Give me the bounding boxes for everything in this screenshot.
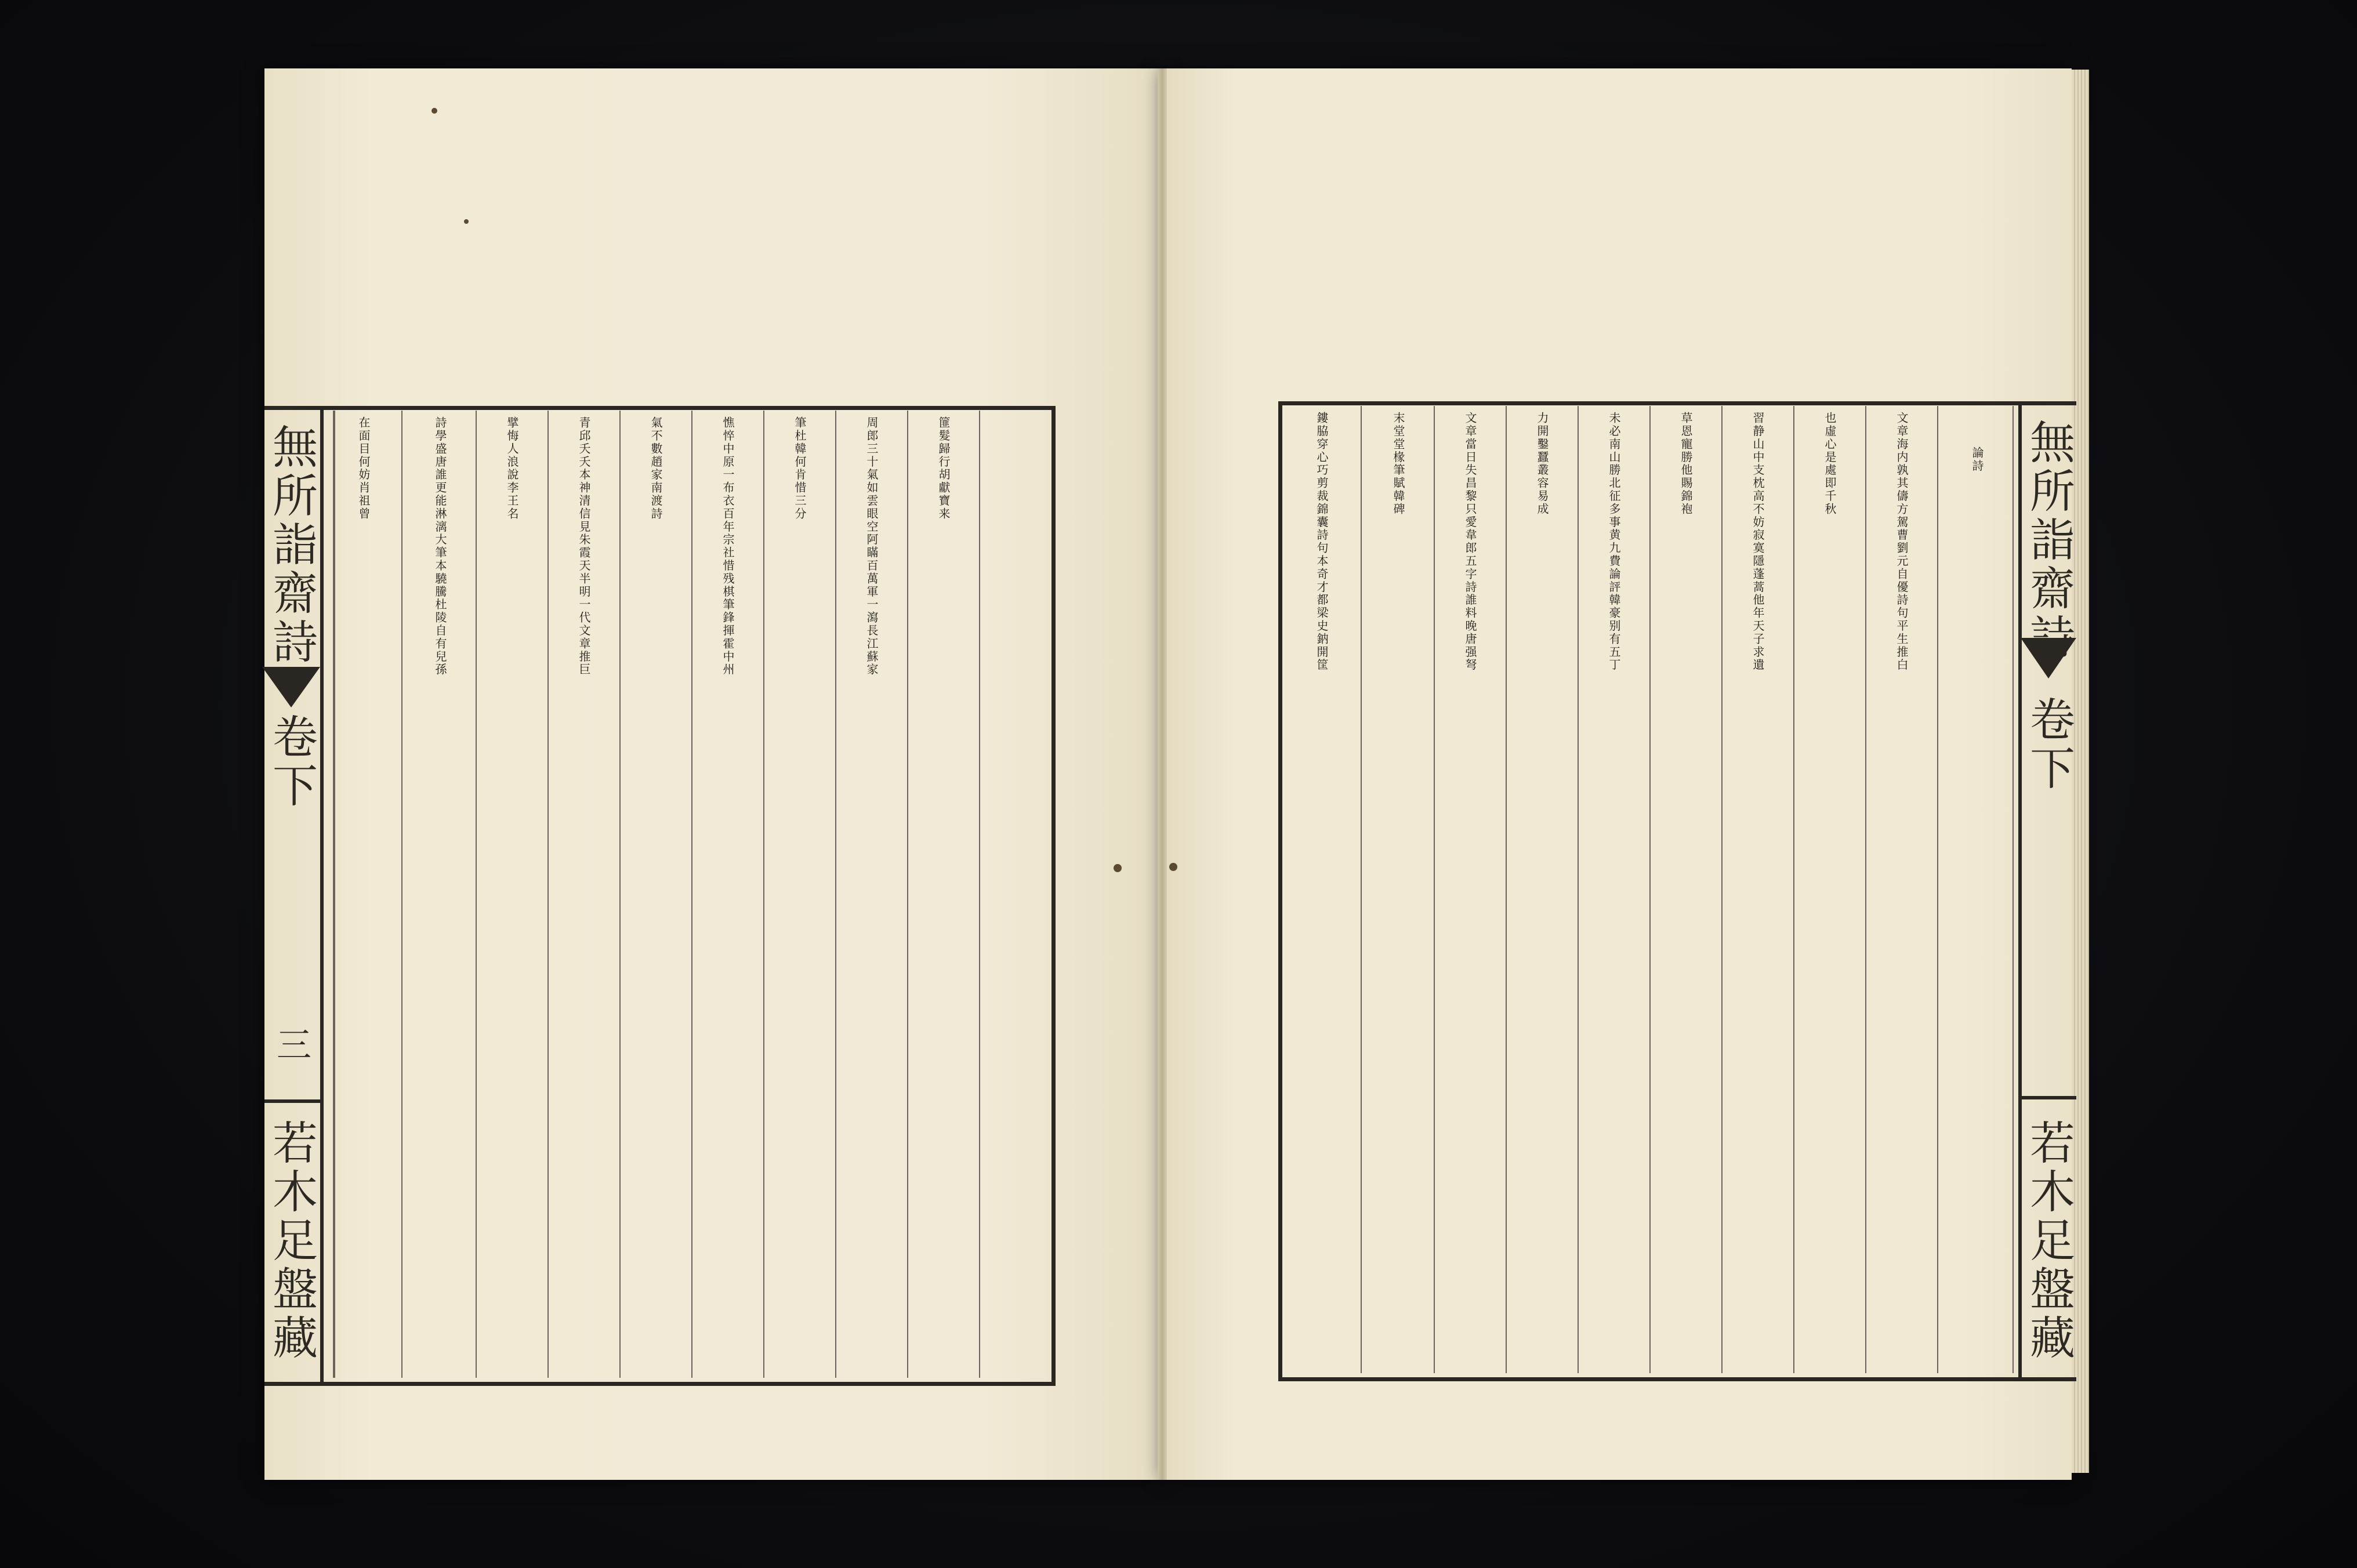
text-column: 憔悴中原一布衣百年宗社惜残棋筆鋒揮霍中州 [692, 411, 764, 1378]
text-column: 詩學盛唐誰更能淋漓大筆本驍騰杜陵自有兒孫 [405, 411, 477, 1378]
binding-thread [1169, 863, 1177, 871]
fishtail-mark [262, 667, 320, 707]
text-column: 末堂堂椽筆賦韓碑 [1363, 406, 1435, 1373]
fishtail-mark [2021, 638, 2076, 678]
text-column: 在面目何妨肖祖曾 [326, 411, 402, 1378]
text-column: 周郎三十氣如雲眼空阿瞞百萬軍一瀉長江蘇家 [836, 411, 908, 1378]
text-column: 也虛心是處即千秋 [1794, 406, 1866, 1373]
text-column: 文章海内孰其儔方駕曹劉元自優詩句平生推白 [1866, 406, 1938, 1373]
text-column: 青邱夭夭本神清信見朱霞天半明一代文章推巨 [549, 411, 621, 1378]
text-column: 未必南山勝北征多事黄九費論評韓豪别有五丁 [1579, 406, 1651, 1373]
text-column: 習静山中支枕高不妨寂寞隱蓬蒿他年天子求遺 [1723, 406, 1794, 1373]
right-margin-collection: 若木足盤藏 [2022, 1119, 2075, 1363]
text-column: 氣不數趙家南渡詩 [621, 411, 692, 1378]
left-margin-volume: 卷下 [265, 713, 317, 811]
text-column: 鏤脇穿心巧剪裁錦囊詩句本奇才都梁史鈉開筐 [1283, 406, 1362, 1373]
left-margin-collection: 若木足盤藏 [265, 1119, 317, 1363]
right-margin-volume: 卷下 [2022, 696, 2075, 793]
right-margin-title: 無所詣齋詩 [2022, 419, 2075, 662]
text-column: 文章當日失昌黎只愛韋郎五字詩誰料晚唐强弩 [1435, 406, 1507, 1373]
text-column: 擘悔人浪說李王名 [477, 411, 549, 1378]
text-column: 力開鑿蠶叢容易成 [1507, 406, 1579, 1373]
text-column: 篚髮歸行胡獻寶来 [908, 411, 980, 1378]
text-column: 草恩寵勝他賜錦袍 [1651, 406, 1723, 1373]
left-margin-title: 無所詣齋詩 [265, 423, 317, 667]
margin-divider [264, 1099, 322, 1103]
binding-thread [1114, 864, 1122, 872]
margin-divider [2022, 1096, 2076, 1099]
text-column: 筆杜韓何肯惜三分 [764, 411, 836, 1378]
heading-column [1942, 406, 2014, 1373]
paper-spot [431, 108, 437, 114]
left-margin-page-number: 三 [271, 1026, 311, 1065]
section-heading: 論詩 [1970, 447, 1984, 473]
book-gutter [1158, 68, 1167, 1480]
paper-spot [464, 219, 469, 224]
banxin-border [320, 406, 324, 1386]
